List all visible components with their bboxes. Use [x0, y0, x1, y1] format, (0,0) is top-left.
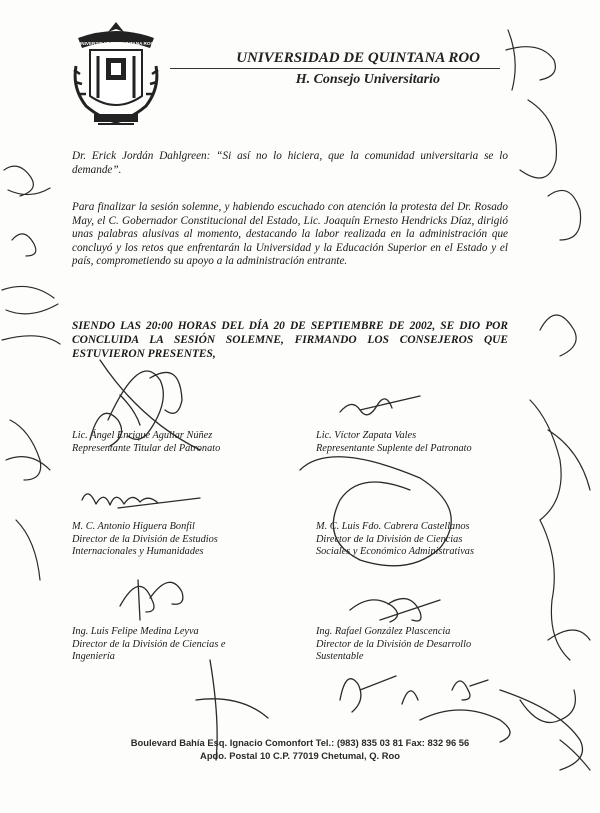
signatory-role: Director de la División de Ciencias	[316, 533, 463, 545]
margin-signature	[4, 166, 50, 196]
margin-signature	[2, 286, 58, 313]
signatory-role: Sociales y Económico Administrativas	[316, 546, 474, 558]
margin-signature	[2, 336, 60, 344]
quote-paragraph: Dr. Erick Jordán Dahlgreen: “Si así no lo hiciera, que la comunidad universitaria se lo demande”.	[72, 150, 508, 176]
margin-signature	[506, 30, 555, 90]
signature-block	[72, 430, 282, 455]
university-crest-icon	[70, 18, 162, 130]
signatory-name: Lic. Víctor Zapata Vales	[316, 430, 417, 441]
margin-signature	[12, 234, 36, 256]
council-subtitle: H. Consejo Universitario	[295, 72, 440, 87]
body-paragraph: Para finalizar la sesión solemne, y habiendo escuchado con atención la protesta del Dr. Rosado May, el C. Gobernador Constitucional del Estado, Lic. Joaquín Ernesto Hendricks Díaz, dirigió unas palabras alusivas al momento, destacando la labor realizada en la administración que concluyó y los retos que enfrentarán la Universidad y la Educación Superior en el Estado y el país, comprometiendo su apoyo a la administración entrante.	[72, 201, 508, 268]
margin-signature	[16, 520, 40, 580]
footer-address	[100, 737, 500, 762]
footer-line: Boulevard Bahía Esq. Ignacio Comonfort Tel.: (983) 835 03 81 Fax: 832 96 56	[130, 737, 470, 748]
signature-block	[72, 626, 282, 664]
signatory-role: Internacionales y Humanidades	[72, 546, 204, 558]
footer-line: Apdo. Postal 10 C.P. 77019 Chetumal, Q. Roo	[200, 749, 400, 761]
signatory-role: Representante Suplente del Patronato	[316, 442, 472, 454]
signatory-name: Ing. Rafael González Plascencia	[316, 626, 451, 637]
signatory-role: Director de la División de Estudios	[72, 533, 218, 545]
margin-signature	[540, 315, 576, 356]
margin-signature	[548, 190, 581, 240]
signature-block	[316, 626, 526, 664]
crest-banner-text: UNIVERSIDAD DE QUINTANA ROO	[77, 41, 155, 46]
margin-signature	[530, 400, 590, 520]
margin-signature	[560, 740, 590, 770]
signature-mark	[452, 680, 488, 700]
signatory-role: Sustentable	[316, 651, 364, 663]
margin-signature	[520, 690, 575, 723]
signatory-role: Representante Titular del Patronato	[72, 442, 221, 454]
signature-block	[72, 521, 282, 559]
signatory-role: Ingeniería	[72, 651, 115, 663]
signature-mark	[500, 690, 583, 770]
margin-signature	[520, 100, 556, 178]
signatory-name: Lic. Ángel Enrique Aguilar Núñez	[72, 430, 213, 441]
signature-block	[316, 430, 526, 455]
title-rule	[170, 68, 500, 69]
signatory-name: M. C. Luis Fdo. Cabrera Castellanos	[316, 521, 470, 532]
signatory-role: Director de la División de Ciencias e	[72, 638, 226, 650]
margin-signature	[6, 420, 50, 480]
signatory-role: Director de la División de Desarrollo	[316, 638, 472, 650]
signature-mark	[120, 580, 183, 620]
signature-mark	[340, 676, 418, 712]
signature-block	[316, 521, 526, 559]
signatory-name: Ing. Luis Felipe Medina Leyva	[72, 626, 199, 637]
signature-mark	[350, 599, 440, 622]
signatory-name: M. C. Antonio Higuera Bonfil	[72, 521, 195, 532]
university-title: UNIVERSIDAD DE QUINTANA ROO	[236, 50, 480, 66]
closing-statement: SIENDO LAS 20:00 HORAS DEL DÍA 20 DE SEPTIEMBRE DE 2002, SE DIO POR CONCLUIDA LA SESIÓN SOLEMNE, FIRMANDO LOS CONSEJEROS QUE ESTUVIERON PRESENTES,	[72, 320, 508, 360]
margin-signature	[540, 520, 590, 660]
signature-mark	[82, 494, 200, 508]
signature-mark	[340, 396, 420, 415]
